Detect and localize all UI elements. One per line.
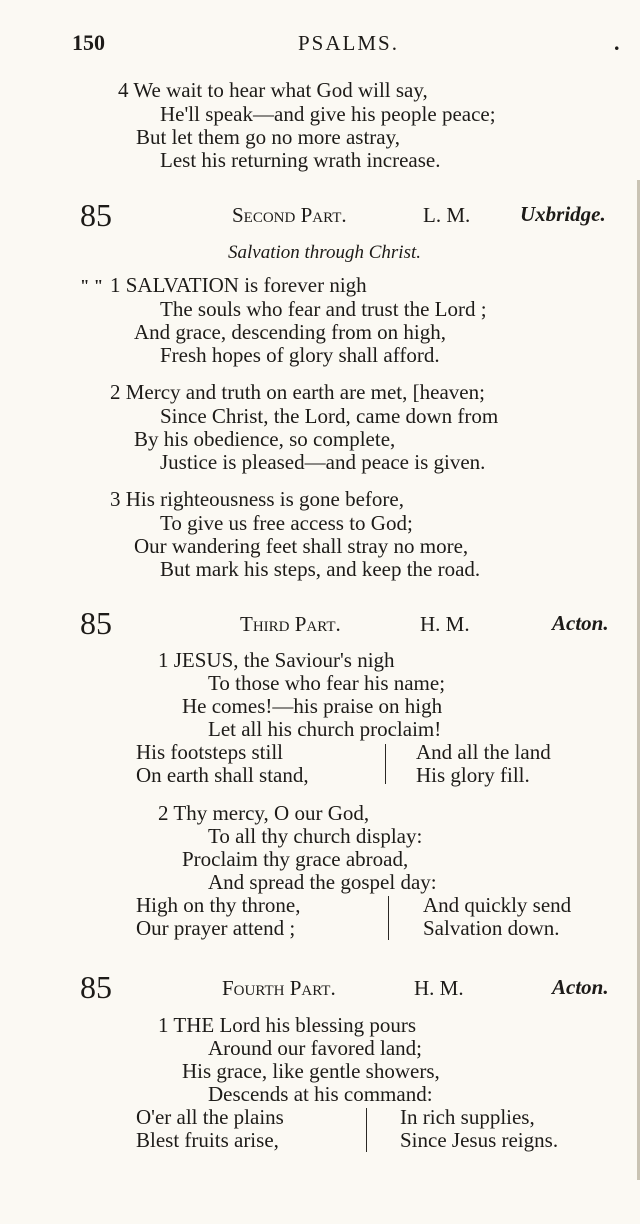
hymn-meter: L. M. bbox=[423, 203, 471, 227]
verse-line: He'll speak—and give his people peace; bbox=[160, 102, 496, 126]
verse-line: And grace, descending from on high, bbox=[134, 320, 446, 344]
verse-line: But let them go no more astray, bbox=[136, 125, 400, 149]
verse-line: 1 THE Lord his blessing pours bbox=[158, 1013, 417, 1037]
verse-line: Let all his church proclaim! bbox=[208, 717, 442, 741]
refrain-left: Our prayer attend ; bbox=[136, 916, 296, 940]
refrain-right: And quickly send bbox=[423, 893, 572, 917]
refrain-right: And all the land bbox=[416, 740, 551, 764]
verse-line: The souls who fear and trust the Lord ; bbox=[160, 297, 487, 321]
verse-line: Our wandering feet shall stray no more, bbox=[134, 534, 469, 558]
column-divider bbox=[388, 896, 389, 940]
refrain-right: Since Jesus reigns. bbox=[400, 1128, 559, 1152]
refrain-left: His footsteps still bbox=[136, 740, 284, 764]
verse-line: To all thy church display: bbox=[208, 824, 423, 848]
tune-name: Uxbridge. bbox=[520, 202, 606, 226]
hymn-number: 85 bbox=[80, 197, 112, 233]
hymn-part: Fourth Part. bbox=[222, 976, 336, 1000]
verse-line: Justice is pleased—and peace is given. bbox=[160, 450, 486, 474]
quote-mark: " " bbox=[80, 276, 104, 295]
verse-line: 4 We wait to hear what God will say, bbox=[118, 78, 428, 102]
refrain-left: Blest fruits arise, bbox=[136, 1128, 279, 1152]
refrain-right: His glory fill. bbox=[416, 763, 530, 787]
tune-name: Acton. bbox=[552, 975, 609, 999]
hymn-part: Second Part. bbox=[232, 203, 347, 227]
verse-line: Lest his returning wrath increase. bbox=[160, 148, 441, 172]
verse-line: 2 Mercy and truth on earth are met, [heaven; bbox=[110, 380, 485, 404]
verse-line: 1 JESUS, the Saviour's nigh bbox=[158, 648, 395, 672]
header-dot: . bbox=[614, 30, 620, 55]
refrain-left: O'er all the plains bbox=[136, 1105, 284, 1129]
refrain-right: Salvation down. bbox=[423, 916, 560, 940]
verse-line: Around our favored land; bbox=[208, 1036, 423, 1060]
hymn-meter: H. M. bbox=[420, 612, 470, 636]
verse-line: 3 His righteousness is gone before, bbox=[110, 487, 404, 511]
verse-line: 2 Thy mercy, O our God, bbox=[158, 801, 370, 825]
refrain-left: On earth shall stand, bbox=[136, 763, 309, 787]
verse-line: Since Christ, the Lord, came down from bbox=[160, 404, 499, 428]
hymn-number: 85 bbox=[80, 969, 112, 1005]
verse-line: To those who fear his name; bbox=[208, 671, 446, 695]
verse-line: Fresh hopes of glory shall afford. bbox=[160, 343, 440, 367]
verse-line: Descends at his command: bbox=[208, 1082, 433, 1106]
refrain-right: In rich supplies, bbox=[400, 1105, 535, 1129]
verse-line: But mark his steps, and keep the road. bbox=[160, 557, 481, 581]
column-divider bbox=[385, 744, 386, 784]
tune-name: Acton. bbox=[552, 611, 609, 635]
verse-line: Proclaim thy grace abroad, bbox=[182, 847, 409, 871]
hymn-subtitle: Salvation through Christ. bbox=[228, 242, 422, 263]
verse-line: 1 SALVATION is forever nigh bbox=[110, 273, 367, 297]
column-divider bbox=[366, 1108, 367, 1152]
verse-line: To give us free access to God; bbox=[160, 511, 413, 535]
page-number: 150 bbox=[72, 30, 105, 55]
running-title: PSALMS. bbox=[298, 31, 399, 55]
refrain-left: High on thy throne, bbox=[136, 893, 301, 917]
verse-line: By his obedience, so complete, bbox=[134, 427, 396, 451]
hymn-part: Third Part. bbox=[240, 612, 341, 636]
verse-line: He comes!—his praise on high bbox=[182, 694, 443, 718]
hymn-meter: H. M. bbox=[414, 976, 464, 1000]
verse-line: And spread the gospel day: bbox=[208, 870, 437, 894]
verse-line: His grace, like gentle showers, bbox=[182, 1059, 440, 1083]
hymn-number: 85 bbox=[80, 605, 112, 641]
